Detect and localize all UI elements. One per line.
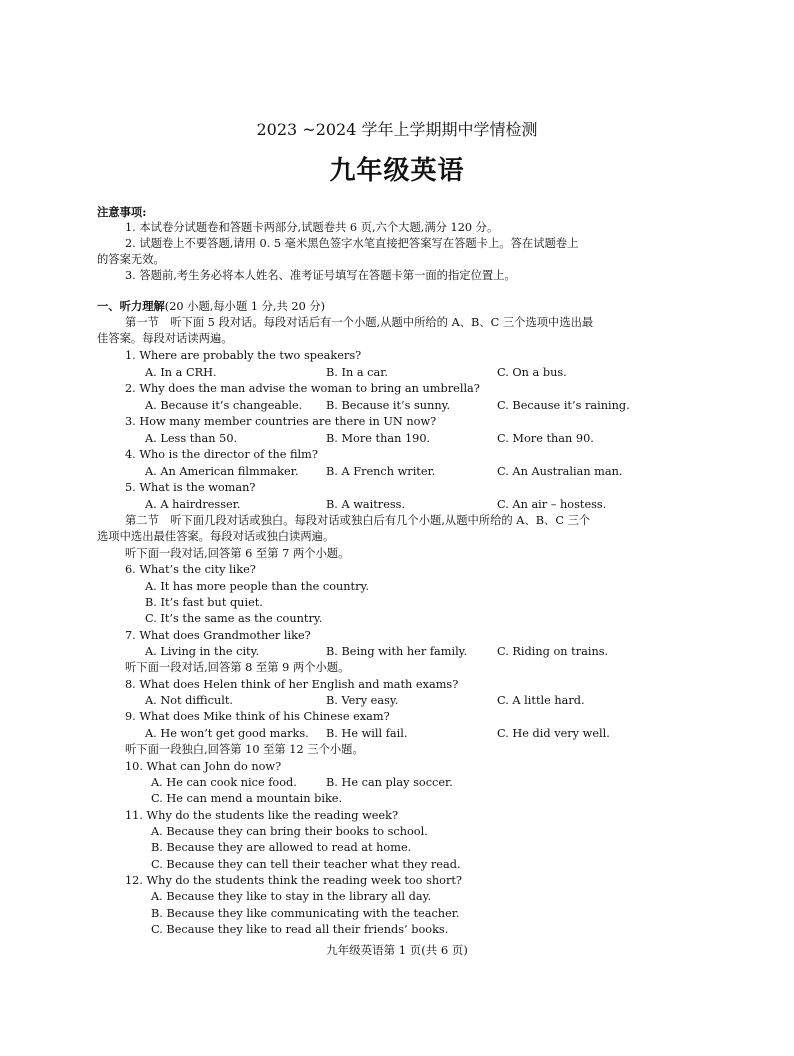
question-1-option-b: B. In a car. bbox=[326, 366, 388, 379]
question-10-option-c: C. He can mend a mountain bike. bbox=[151, 792, 343, 805]
question-1-option-a: A. In a CRH. bbox=[145, 366, 217, 379]
question-2-option-a: A. Because it’s changeable. bbox=[145, 399, 303, 412]
intro-questions-10-12: 听下面一段独白,回答第 10 至第 12 三个小题。 bbox=[125, 743, 364, 756]
question-9-option-b: B. He will fail. bbox=[326, 727, 408, 740]
question-11-stem: 11. Why do the students like the reading week? bbox=[125, 809, 399, 822]
question-2-stem: 2. Why does the man advise the woman to bring an umbrella? bbox=[125, 382, 480, 395]
question-6-option-a: A. It has more people than the country. bbox=[145, 580, 369, 593]
part2-instructions-cont: 选项中选出最佳答案。每段对话或独白读两遍。 bbox=[97, 530, 335, 543]
question-8-option-b: B. Very easy. bbox=[326, 694, 399, 707]
question-2-option-b: B. Because it’s sunny. bbox=[326, 399, 451, 412]
question-4-option-c: C. An Australian man. bbox=[497, 465, 623, 478]
question-11-option-c: C. Because they can tell their teacher what they read. bbox=[151, 858, 461, 871]
question-12-stem: 12. Why do the students think the reading week too short? bbox=[125, 874, 462, 887]
question-10-option-a: A. He can cook nice food. bbox=[151, 776, 297, 789]
part1-instructions-cont: 佳答案。每段对话读两遍。 bbox=[97, 332, 233, 345]
intro-questions-8-9: 听下面一段对话,回答第 8 至第 9 两个小题。 bbox=[125, 661, 350, 674]
question-4-option-a: A. An American filmmaker. bbox=[145, 465, 299, 478]
notice-item-3: 3. 答题前,考生务必将本人姓名、准考证号填写在答题卡第一面的指定位置上。 bbox=[125, 269, 516, 282]
section-heading bbox=[97, 298, 325, 315]
question-8-stem: 8. What does Helen think of her English and math exams? bbox=[125, 678, 459, 691]
question-4-option-b: B. A French writer. bbox=[326, 465, 436, 478]
notice-item-1: 1. 本试卷分试题卷和答题卡两部分,试题卷共 6 页,六个大题,满分 120 分。 bbox=[125, 221, 499, 234]
question-7-option-c: C. Riding on trains. bbox=[497, 645, 609, 658]
intro-questions-6-7: 听下面一段对话,回答第 6 至第 7 两个小题。 bbox=[125, 547, 350, 560]
question-9-option-a: A. He won’t get good marks. bbox=[145, 727, 309, 740]
question-10-stem: 10. What can John do now? bbox=[125, 760, 282, 773]
notice-item-2-cont: 的答案无效。 bbox=[97, 253, 165, 266]
question-10-option-b: B. He can play soccer. bbox=[326, 776, 453, 789]
question-6-stem: 6. What’s the city like? bbox=[125, 563, 256, 576]
question-2-option-c: C. Because it’s raining. bbox=[497, 399, 630, 412]
question-5-option-a: A. A hairdresser. bbox=[145, 498, 241, 511]
question-7-stem: 7. What does Grandmother like? bbox=[125, 629, 311, 642]
question-12-option-c: C. Because they like to read all their friends’ books. bbox=[151, 923, 449, 936]
question-5-option-b: B. A waitress. bbox=[326, 498, 406, 511]
question-9-stem: 9. What does Mike think of his Chinese exam? bbox=[125, 710, 390, 723]
part2-instructions: 第二节 听下面几段对话或独白。每段对话或独白后有几个小题,从题中所给的 A、B、C 三个 bbox=[125, 514, 591, 527]
question-3-option-a: A. Less than 50. bbox=[145, 432, 238, 445]
question-1-option-c: C. On a bus. bbox=[497, 366, 567, 379]
subject-title: 九年级英语 bbox=[329, 156, 465, 186]
question-5-stem: 5. What is the woman? bbox=[125, 481, 256, 494]
question-7-option-b: B. Being with her family. bbox=[326, 645, 468, 658]
notice-heading: 注意事项: bbox=[97, 205, 147, 219]
question-8-option-c: C. A little hard. bbox=[497, 694, 585, 707]
part1-instructions: 第一节 听下面 5 段对话。每段对话后有一个小题,从题中所给的 A、B、C 三个选项中选出最 bbox=[125, 316, 594, 329]
question-6-option-c: C. It’s the same as the country. bbox=[145, 612, 323, 625]
question-8-option-a: A. Not difficult. bbox=[145, 694, 233, 707]
question-7-option-a: A. Living in the city. bbox=[145, 645, 260, 658]
question-1-stem: 1. Where are probably the two speakers? bbox=[125, 349, 362, 362]
question-12-option-b: B. Because they like communicating with the teacher. bbox=[151, 907, 460, 920]
question-3-option-c: C. More than 90. bbox=[497, 432, 594, 445]
question-6-option-b: B. It’s fast but quiet. bbox=[145, 596, 263, 609]
section-title: 一、听力理解 bbox=[97, 299, 165, 313]
question-9-option-c: C. He did very well. bbox=[497, 727, 610, 740]
question-11-option-b: B. Because they are allowed to read at home. bbox=[151, 841, 412, 854]
question-5-option-c: C. An air – hostess. bbox=[497, 498, 607, 511]
page-footer: 九年级英语第 1 页(共 6 页) bbox=[326, 943, 468, 957]
section-score-note: (20 小题,每小题 1 分,共 20 分) bbox=[164, 300, 326, 313]
exam-title: 2023 ~2024 学年上学期期中学情检测 bbox=[256, 120, 538, 139]
notice-item-2: 2. 试题卷上不要答题,请用 0. 5 毫米黑色签字水笔直接把答案写在答题卡上。答在试题卷上 bbox=[125, 237, 579, 250]
question-11-option-a: A. Because they can bring their books to school. bbox=[151, 825, 428, 838]
question-3-stem: 3. How many member countries are there in UN now? bbox=[125, 415, 437, 428]
question-4-stem: 4. Who is the director of the film? bbox=[125, 448, 318, 461]
question-3-option-b: B. More than 190. bbox=[326, 432, 431, 445]
question-12-option-a: A. Because they like to stay in the library all day. bbox=[151, 890, 432, 903]
